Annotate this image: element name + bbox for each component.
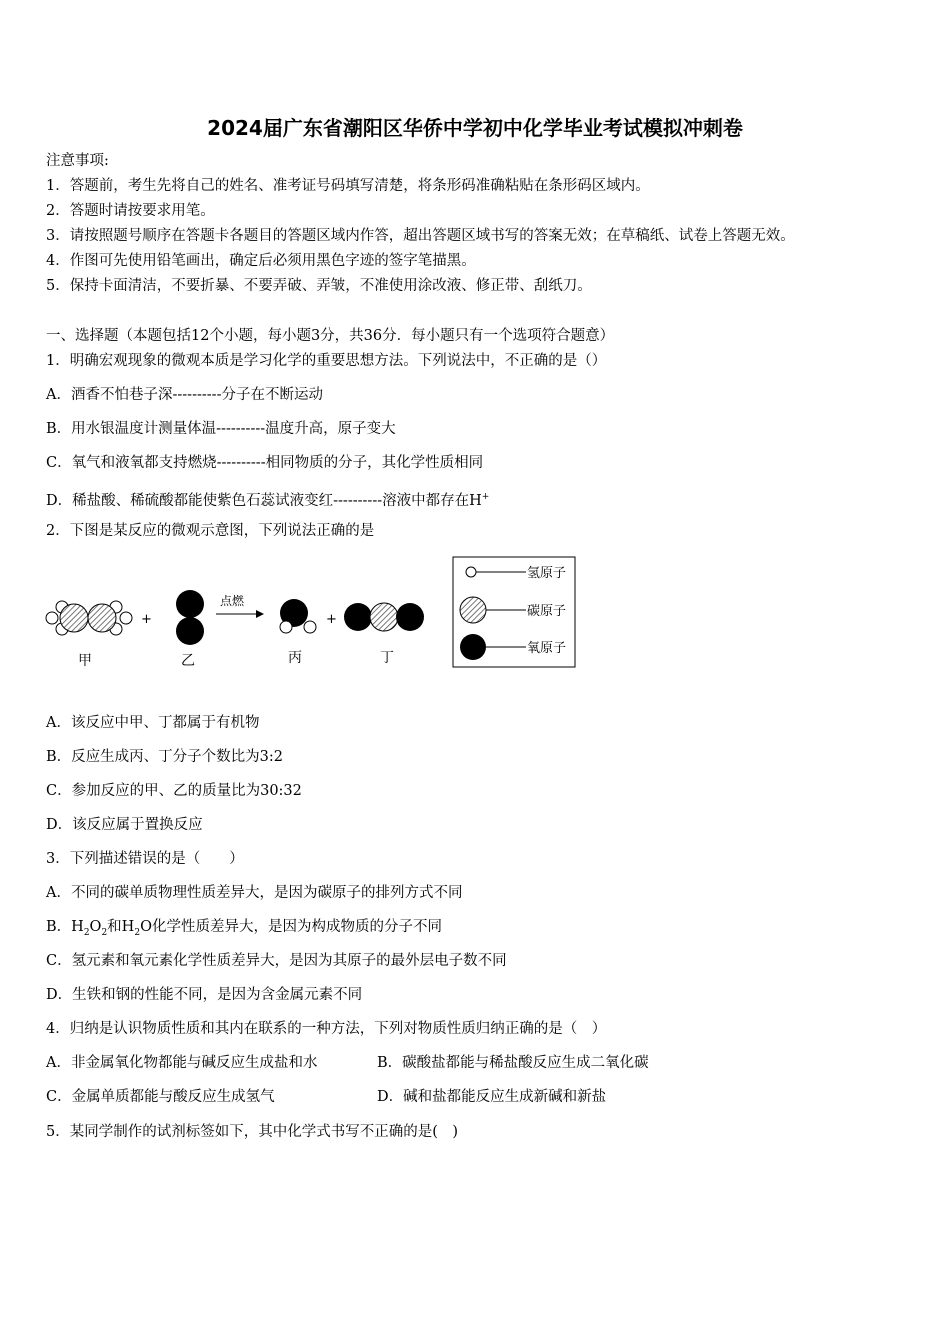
- arrow-head: [256, 610, 264, 618]
- q3-option-d: D．生铁和钢的性能不同，是因为含金属元素不同: [46, 987, 363, 1003]
- q3-option-b: B．$H_2O_2$和$H_2O$化学性质差异大，是因为构成物质的分子不同: [46, 919, 442, 938]
- notice-heading: 注意事项:: [46, 153, 109, 169]
- q4-option-a: A．非金属氧化物都能与碱反应生成盐和水: [46, 1055, 318, 1071]
- molecule-bing: [280, 599, 316, 633]
- q3-option-a: A．不同的碳单质物理性质差异大，是因为碳原子的排列方式不同: [46, 885, 463, 901]
- notice-item: 5．保持卡面清洁，不要折暴、不要弄破、弄皱，不准使用涂改液、修正带、刮纸刀。: [46, 278, 592, 294]
- page-title: 2024届广东省潮阳区华侨中学初中化学毕业考试模拟冲刺卷: [207, 116, 743, 140]
- section-heading: 一、选择题（本题包括12个小题，每小题3分，共36分．每小题只有一个选项符合题意）: [46, 328, 615, 344]
- q4-option-b: B．碳酸盐都能与稀盐酸反应生成二氧化碳: [377, 1055, 649, 1071]
- q1-option-b: B．用水银温度计测量体温----------温度升高，原子变大: [46, 421, 396, 437]
- notice-item: 2．答题时请按要求用笔。: [46, 203, 215, 219]
- label-jia: 甲: [78, 653, 92, 669]
- q1-option-c: C．氧气和液氧都支持燃烧----------相同物质的分子，其化学性质相同: [46, 455, 484, 471]
- reaction-condition: 点燃: [220, 594, 245, 608]
- q3-option-c: C．氢元素和氧元素化学性质差异大，是因为其原子的最外层电子数不同: [46, 953, 507, 969]
- molecule-yi: [176, 590, 204, 645]
- plus-sign: +: [141, 612, 152, 627]
- q4-option-d: D．碱和盐都能反应生成新碱和新盐: [377, 1089, 607, 1105]
- q4-option-c: C．金属单质都能与酸反应生成氢气: [46, 1089, 275, 1105]
- molecule-ding: [344, 603, 424, 631]
- q1-stem: 1．明确宏观现象的微观本质是学习化学的重要思想方法。下列说法中，不正确的是（）: [46, 353, 607, 369]
- molecule-jia: [46, 601, 132, 635]
- q2-option-b: B．反应生成丙、丁分子个数比为3:2: [46, 749, 283, 765]
- label-ding: 丁: [380, 650, 394, 666]
- legend-carbon: 碳原子: [527, 604, 567, 619]
- q2-option-c: C．参加反应的甲、乙的质量比为30:32: [46, 783, 302, 799]
- notice-item: 1．答题前，考生先将自己的姓名、准考证号码填写清楚，将条形码准确粘贴在条形码区域内。: [46, 178, 650, 194]
- q4-stem: 4．归纳是认识物质性质和其内在联系的一种方法，下列对物质性质归纳正确的是（ ）: [46, 1021, 607, 1037]
- q3-stem: 3．下列描述错误的是（ ）: [46, 851, 244, 867]
- legend-hydrogen: 氢原子: [527, 566, 567, 581]
- notice-item: 3．请按照题号顺序在答题卡各题目的答题区域内作答，超出答题区域书写的答案无效；在草稿纸、试卷上答题无效。: [46, 228, 795, 244]
- reaction-diagram: [40, 555, 600, 675]
- q2-option-d: D．该反应属于置换反应: [46, 817, 203, 833]
- notice-item: 4．作图可先使用铅笔画出，确定后必须用黑色字迹的签字笔描黑。: [46, 253, 476, 269]
- plus-sign: +: [326, 612, 337, 627]
- q2-stem: 2．下图是某反应的微观示意图，下列说法正确的是: [46, 523, 375, 539]
- legend: [453, 557, 575, 667]
- q5-stem: 5．某同学制作的试剂标签如下，其中化学式书写不正确的是( ): [46, 1124, 459, 1140]
- label-yi: 乙: [181, 653, 195, 669]
- q1-option-a: A．酒香不怕巷子深----------分子在不断运动: [46, 387, 323, 403]
- q1-option-d: D．稀盐酸、稀硫酸都能使紫色石蕊试液变红----------溶液中都存在H+: [46, 492, 490, 509]
- q2-option-a: A．该反应中甲、丁都属于有机物: [46, 715, 260, 731]
- label-bing: 丙: [288, 650, 302, 666]
- legend-oxygen: 氧原子: [527, 641, 567, 656]
